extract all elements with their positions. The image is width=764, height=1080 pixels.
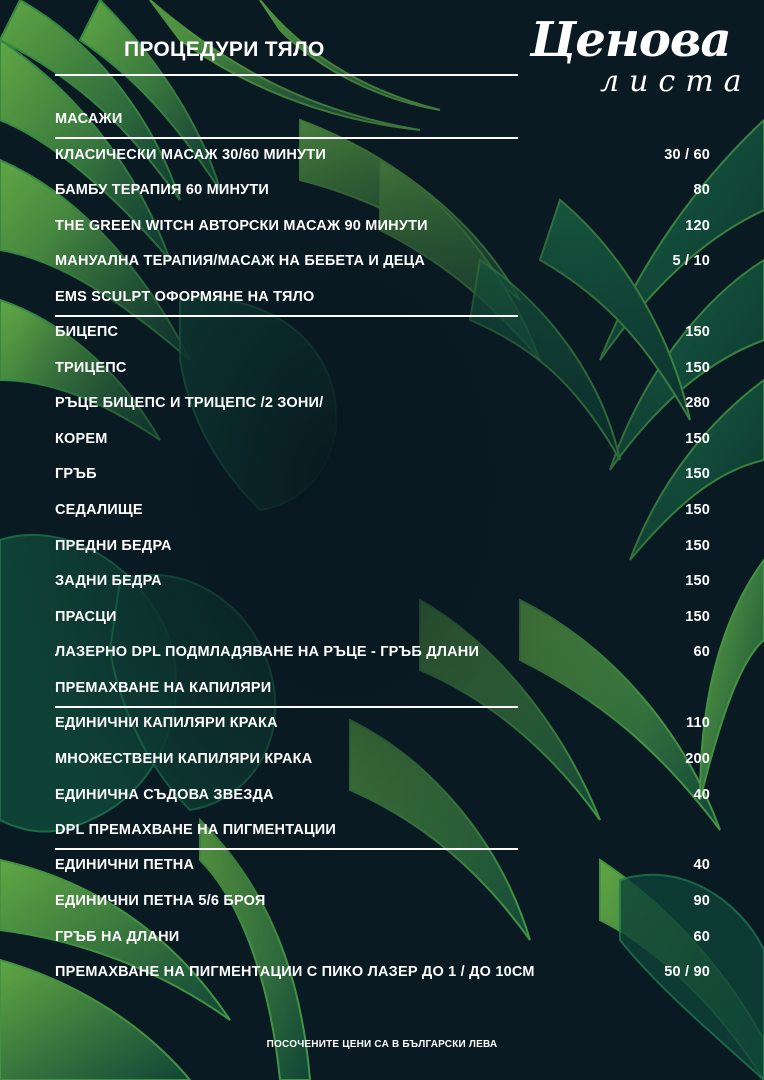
price-row: [55, 644, 710, 666]
section-heading: [55, 822, 710, 844]
section-heading-label: МАСАЖИ: [55, 111, 123, 127]
service-name: КОРЕМ: [55, 431, 108, 447]
section-heading-label: EMS SCULPT ОФОРМЯНЕ НА ТЯЛО: [55, 289, 315, 305]
brand-word-1: Ценова: [530, 12, 731, 68]
price-row: [55, 431, 710, 453]
service-price: 30 / 60: [664, 147, 710, 163]
price-row: [55, 182, 710, 204]
service-name: ЗАДНИ БЕДРА: [55, 573, 162, 589]
price-row: [55, 147, 710, 169]
section-heading: [55, 680, 710, 702]
service-name: ПРАСЦИ: [55, 609, 117, 625]
service-price: 120: [685, 218, 710, 234]
service-name: ЕДИНИЧНИ ПЕТНА 5/6 БРОЯ: [55, 893, 266, 909]
section-divider: [55, 137, 518, 139]
price-row: [55, 964, 710, 986]
service-name: THE GREEN WITCH АВТОРСКИ МАСАЖ 90 МИНУТИ: [55, 218, 428, 234]
price-row: [55, 360, 710, 382]
section-heading-label: ПРЕМАХВАНЕ НА КАПИЛЯРИ: [55, 680, 272, 696]
service-name: ЕДИНИЧНИ КАПИЛЯРИ КРАКА: [55, 715, 278, 731]
section-divider: [55, 706, 518, 708]
brand-word-2: листа: [600, 64, 752, 99]
price-row: [55, 715, 710, 737]
price-row: [55, 466, 710, 488]
price-row: [55, 751, 710, 773]
section-heading: [55, 111, 710, 133]
service-name: ГРЪБ НА ДЛАНИ: [55, 929, 180, 945]
service-price: 150: [685, 360, 710, 376]
price-row: [55, 609, 710, 631]
service-name: БАМБУ ТЕРАПИЯ 60 МИНУТИ: [55, 182, 270, 198]
price-row: [55, 324, 710, 346]
service-price: 150: [685, 324, 710, 340]
service-price: 60: [693, 644, 710, 660]
price-row: [55, 538, 710, 560]
service-price: 50 / 90: [664, 964, 710, 980]
service-name: КЛАСИЧЕСКИ МАСАЖ 30/60 МИНУТИ: [55, 147, 326, 163]
service-name: БИЦЕПС: [55, 324, 119, 340]
service-name: ЕДИНИЧНИ ПЕТНА: [55, 857, 195, 873]
service-price: 40: [693, 857, 710, 873]
service-name: ЛАЗЕРНО DPL ПОДМЛАДЯВАНЕ НА РЪЦЕ - ГРЪБ ДЛАНИ: [55, 644, 480, 660]
service-price: 90: [693, 893, 710, 909]
price-row: [55, 502, 710, 524]
service-name: ЕДИНИЧНА СЪДОВА ЗВЕЗДА: [55, 787, 274, 803]
service-name: СЕДАЛИЩЕ: [55, 502, 143, 518]
price-row: [55, 253, 710, 275]
service-price: 150: [685, 502, 710, 518]
section-divider: [55, 315, 518, 317]
price-row: [55, 218, 710, 240]
section-heading-label: DPL ПРЕМАХВАНЕ НА ПИГМЕНТАЦИИ: [55, 822, 337, 838]
brand-logo: [528, 12, 752, 112]
page-title: ПРОЦЕДУРИ ТЯЛО: [124, 38, 325, 61]
service-price: 150: [685, 538, 710, 554]
service-price: 150: [685, 466, 710, 482]
service-name: ГРЪБ: [55, 466, 97, 482]
service-price: 110: [686, 715, 710, 731]
service-name: ПРЕДНИ БЕДРА: [55, 538, 172, 554]
service-name: РЪЦЕ БИЦЕПС И ТРИЦЕПС /2 ЗОНИ/: [55, 395, 324, 411]
service-name: МАНУАЛНА ТЕРАПИЯ/МАСАЖ НА БЕБЕТА И ДЕЦА: [55, 253, 426, 269]
title-underline: [55, 74, 518, 76]
service-name: ПРЕМАХВАНЕ НА ПИГМЕНТАЦИИ С ПИКО ЛАЗЕР ДО 1 / ДО 10СМ: [55, 964, 535, 980]
section-divider: [55, 848, 518, 850]
price-row: [55, 857, 710, 879]
service-price: 40: [693, 787, 710, 803]
service-price: 200: [685, 751, 710, 767]
service-price: 150: [685, 431, 710, 447]
service-price: 80: [693, 182, 710, 198]
price-row: [55, 929, 710, 951]
price-row: [55, 395, 710, 417]
price-row: [55, 787, 710, 809]
service-price: 60: [693, 929, 710, 945]
service-name: ТРИЦЕПС: [55, 360, 127, 376]
price-row: [55, 573, 710, 595]
service-price: 150: [685, 609, 710, 625]
service-price: 150: [685, 573, 710, 589]
price-row: [55, 893, 710, 915]
currency-note: ПОСОЧЕНИТЕ ЦЕНИ СА В БЪЛГАРСКИ ЛЕВА: [266, 1039, 498, 1050]
service-price: 5 / 10: [672, 253, 710, 269]
service-price: 280: [685, 395, 710, 411]
service-name: МНОЖЕСТВЕНИ КАПИЛЯРИ КРАКА: [55, 751, 313, 767]
section-heading: [55, 289, 710, 311]
